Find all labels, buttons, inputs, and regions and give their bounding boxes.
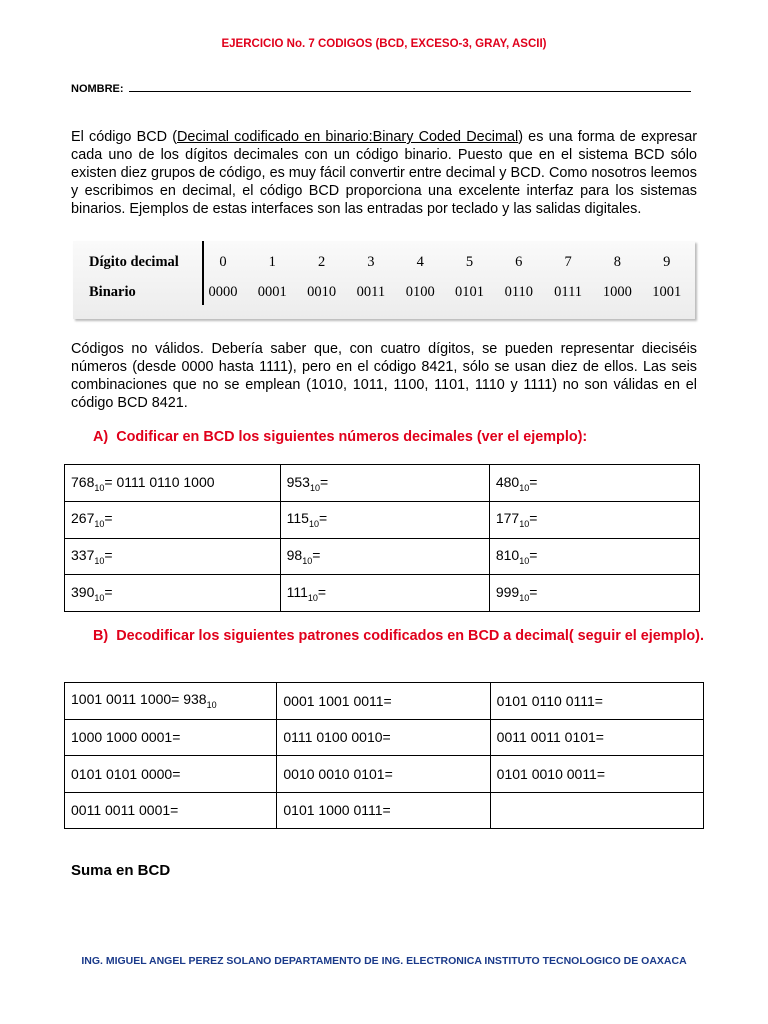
- decode-cell[interactable]: 0101 0110 0111=: [490, 683, 703, 720]
- digit-cell: 6: [515, 254, 523, 270]
- digit-cell: 0: [219, 254, 227, 270]
- decode-cell[interactable]: 0101 1000 0111=: [277, 792, 490, 829]
- section-a-table: [64, 464, 700, 612]
- base-subscript: 10: [307, 592, 318, 603]
- base-subscript: 10: [519, 482, 530, 493]
- invalid-codes-paragraph: Códigos no válidos. Debería saber que, con cuatro dígitos, se pueden representar dieciséis números (desde 0000 hasta 1111), pero en el código 8421, sólo se usan diez de ellos. Las seis combinaciones que no se emplean (1010, 1011, 1100, 1101, 1110 y 1111) no son válidas en el código BCD 8421.: [71, 341, 697, 411]
- name-label: NOMBRE:: [71, 83, 124, 95]
- digit-cell: 1: [268, 254, 276, 270]
- base-subscript: 10: [94, 519, 105, 530]
- section-a-heading: [93, 429, 693, 445]
- decode-cell[interactable]: 0111 0100 0010=: [277, 719, 490, 756]
- encode-cell[interactable]: $177_{10}=$: [489, 502, 699, 539]
- digit-cell: 8: [613, 254, 622, 270]
- intro-text-1: El código BCD (: [71, 129, 177, 145]
- base-subscript: 10: [94, 592, 105, 603]
- table-row: [65, 465, 700, 502]
- name-blank-line: [129, 82, 691, 92]
- decode-cell[interactable]: [490, 792, 703, 829]
- base-subscript: 10: [519, 555, 530, 566]
- suma-heading: Suma en BCD: [71, 862, 171, 879]
- table-row: [65, 756, 704, 793]
- base-subscript: 10: [206, 700, 217, 711]
- encode-cell[interactable]: $810_{10}=$: [489, 538, 699, 575]
- binary-cell: 0001: [257, 284, 287, 300]
- section-a-label: A): [93, 429, 109, 445]
- digit-cell: 7: [564, 254, 572, 270]
- digit-cell: 3: [367, 254, 375, 270]
- base-subscript: 10: [309, 482, 320, 493]
- encode-cell[interactable]: $111_{10}=$: [280, 575, 489, 612]
- document-title: EJERCICIO No. 7 CODIGOS (BCD, EXCESO-3, GRAY, ASCII): [221, 38, 547, 50]
- table-row: [65, 502, 700, 539]
- decode-cell[interactable]: 0001 1001 0011=: [277, 683, 490, 720]
- section-b-heading: [93, 628, 720, 644]
- base-subscript: 10: [94, 555, 105, 566]
- table-row: [65, 719, 704, 756]
- decode-cell[interactable]: 0011 0011 0001=: [65, 792, 277, 829]
- binary-cell: 0100: [405, 284, 435, 300]
- decode-cell[interactable]: 1000 1000 0001=: [65, 719, 277, 756]
- digit-cell: 5: [465, 254, 474, 270]
- binary-cell: 0110: [504, 284, 534, 300]
- binary-cell: 0101: [455, 284, 484, 300]
- encode-cell[interactable]: $768_{10}= 0111$ 0110 1000: [65, 465, 281, 502]
- section-b-table: [64, 682, 704, 829]
- decode-cell[interactable]: 0101 0101 0000=: [65, 756, 277, 793]
- encode-cell[interactable]: $390_{10}=$: [65, 575, 281, 612]
- digit-cell: 2: [317, 254, 326, 270]
- digit-cell: 4: [416, 254, 424, 270]
- encode-cell[interactable]: $999_{10}=$: [489, 575, 699, 612]
- base-subscript: 10: [302, 555, 313, 566]
- binary-cell: 1000: [602, 284, 632, 300]
- decode-cell[interactable]: 0011 0011 0101=: [490, 719, 703, 756]
- table-row: [65, 575, 700, 612]
- base-subscript: 10: [519, 592, 530, 603]
- encode-cell[interactable]: $98_{10}=$: [280, 538, 489, 575]
- encode-cell[interactable]: $337_{10}=$: [65, 538, 281, 575]
- encode-cell[interactable]: $115_{10}=$: [280, 502, 489, 539]
- footer: ING. MIGUEL ANGEL PEREZ SOLANO DEPARTAMENTO DE ING. ELECTRONICA INSTITUTO TECNOLOGICO DE OAXACA: [81, 955, 687, 967]
- encode-cell[interactable]: $267_{10}=$: [65, 502, 281, 539]
- table-row: [65, 792, 704, 829]
- base-subscript: 10: [94, 482, 105, 493]
- binary-label: Binario: [89, 284, 136, 300]
- section-b-label: B): [93, 628, 109, 644]
- decode-cell[interactable]: 1001 0011 $1000= 938_{10}$: [65, 683, 277, 720]
- section-a-text: Codificar en BCD los siguientes números decimales (ver el ejemplo):: [116, 429, 588, 445]
- name-field: [71, 82, 691, 95]
- binary-cell: 0011: [356, 284, 386, 300]
- intro-underlined-term: Decimal codificado en binario:Binary Coded Decimal: [177, 129, 519, 145]
- binary-cell: 1001: [652, 284, 682, 300]
- digit-cell: 9: [663, 254, 671, 270]
- base-subscript: 10: [308, 519, 319, 530]
- section-b-text: Decodificar los siguientes patrones codificados en BCD a decimal( seguir el ejemplo).: [116, 628, 704, 644]
- encode-cell[interactable]: $953_{10}=$: [280, 465, 489, 502]
- encode-cell[interactable]: $480_{10}=$: [489, 465, 699, 502]
- bcd-reference-table: [73, 241, 695, 319]
- decode-cell[interactable]: 0101 0010 0011=: [490, 756, 703, 793]
- decode-cell[interactable]: 0010 0010 0101=: [277, 756, 490, 793]
- intro-text-2: ) es una forma de expresar cada uno de los dígitos decimales con un código binario. Puesto que en el sistema BCD sólo existen diez grupos de código, es muy fácil convertir entre decimal y BCD. Como nosotros leemos y escribimos en decimal, el código BCD proporciona una excelente interfaz para los sistemas binarios. Ejemplos de estas interfaces son las entradas por teclado y las salidas digitales.: [71, 129, 697, 217]
- intro-paragraph: [71, 128, 697, 218]
- digit-decimal-label: Dígito decimal: [89, 254, 179, 270]
- table-row: [65, 683, 704, 720]
- base-subscript: 10: [519, 519, 530, 530]
- binary-cell: 0000: [208, 284, 238, 300]
- table-row: [65, 538, 700, 575]
- binary-cell: 0111: [554, 284, 583, 300]
- binary-cell: 0010: [307, 284, 337, 300]
